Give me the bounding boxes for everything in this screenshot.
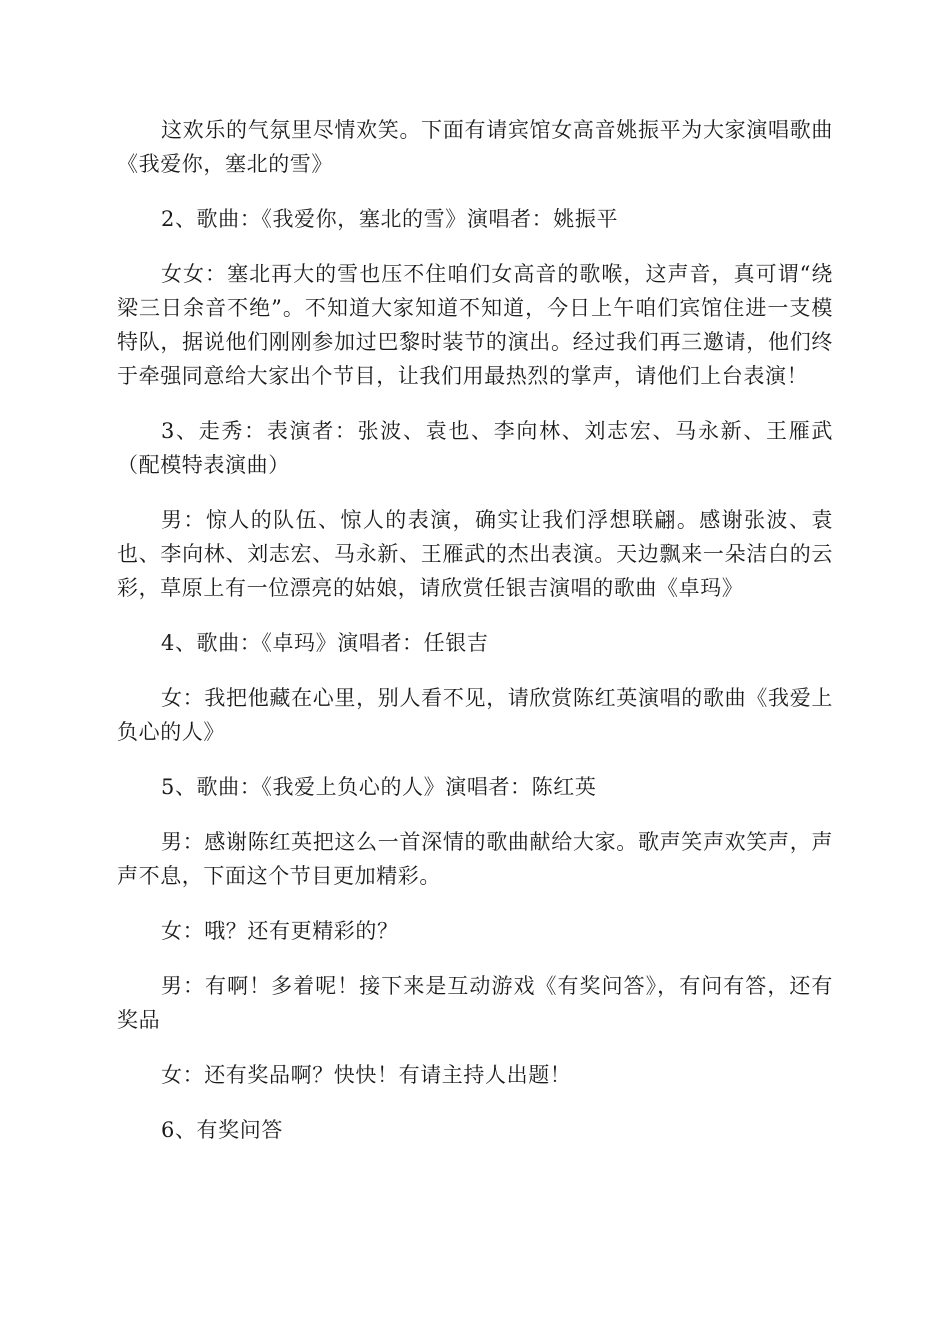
program-item-6: 6、有奖问答 (161, 1118, 283, 1142)
program-item-4: 4、歌曲：《卓玛》演唱者：任银吉 (161, 631, 489, 655)
program-item-5: 5、歌曲：《我爱上负心的人》演唱者：陈红英 (161, 775, 597, 799)
paragraph-host-intro: 这欢乐的气氛里尽情欢笑。下面有请宾馆女高音姚振平为大家演唱歌曲《我爱你，塞北的雪》 (117, 118, 833, 176)
paragraph-host-female-song: 女：我把他藏在心里，别人看不见，请欣赏陈红英演唱的歌曲《我爱上负心的人》 (117, 686, 833, 744)
program-item-2: 2、歌曲：《我爱你，塞北的雪》演唱者：姚振平 (161, 207, 619, 231)
paragraph-host-female-model-team: 女女：塞北再大的雪也压不住咱们女高音的歌喉，这声音，真可谓“绕梁三日余音不绝”。不知道大家知道不知道，今日上午咱们宾馆住进一支模特队，据说他们刚刚参加过巴黎时装节的演出。经过我们再三邀请，他们终于牵强同意给大家出个节目，让我们用最热烈的掌声，请他们上台表演！ (117, 262, 833, 388)
paragraph-host-female-prize: 女：还有奖品啊？快快！有请主持人出题！ (161, 1063, 572, 1087)
paragraph-host-female-question: 女：哦？还有更精彩的？ (161, 919, 399, 943)
document-body (117, 113, 833, 1168)
paragraph-host-male-game: 男：有啊！多着呢！接下来是互动游戏《有奖问答》，有问有答，还有奖品 (117, 974, 833, 1032)
paragraph-host-male-more: 男：感谢陈红英把这么一首深情的歌曲献给大家。歌声笑声欢笑声，声声不息，下面这个节目更加精彩。 (117, 830, 833, 888)
program-item-3: 3、走秀：表演者：张波、袁也、李向林、刘志宏、马永新、王雁武（配模特表演曲） (117, 419, 833, 477)
paragraph-host-male-thanks: 男：惊人的队伍、惊人的表演，确实让我们浮想联翩。感谢张波、袁也、李向林、刘志宏、马永新、王雁武的杰出表演。天边飘来一朵洁白的云彩，草原上有一位漂亮的姑娘，请欣赏任银吉演唱的歌曲《卓玛》 (117, 508, 833, 600)
